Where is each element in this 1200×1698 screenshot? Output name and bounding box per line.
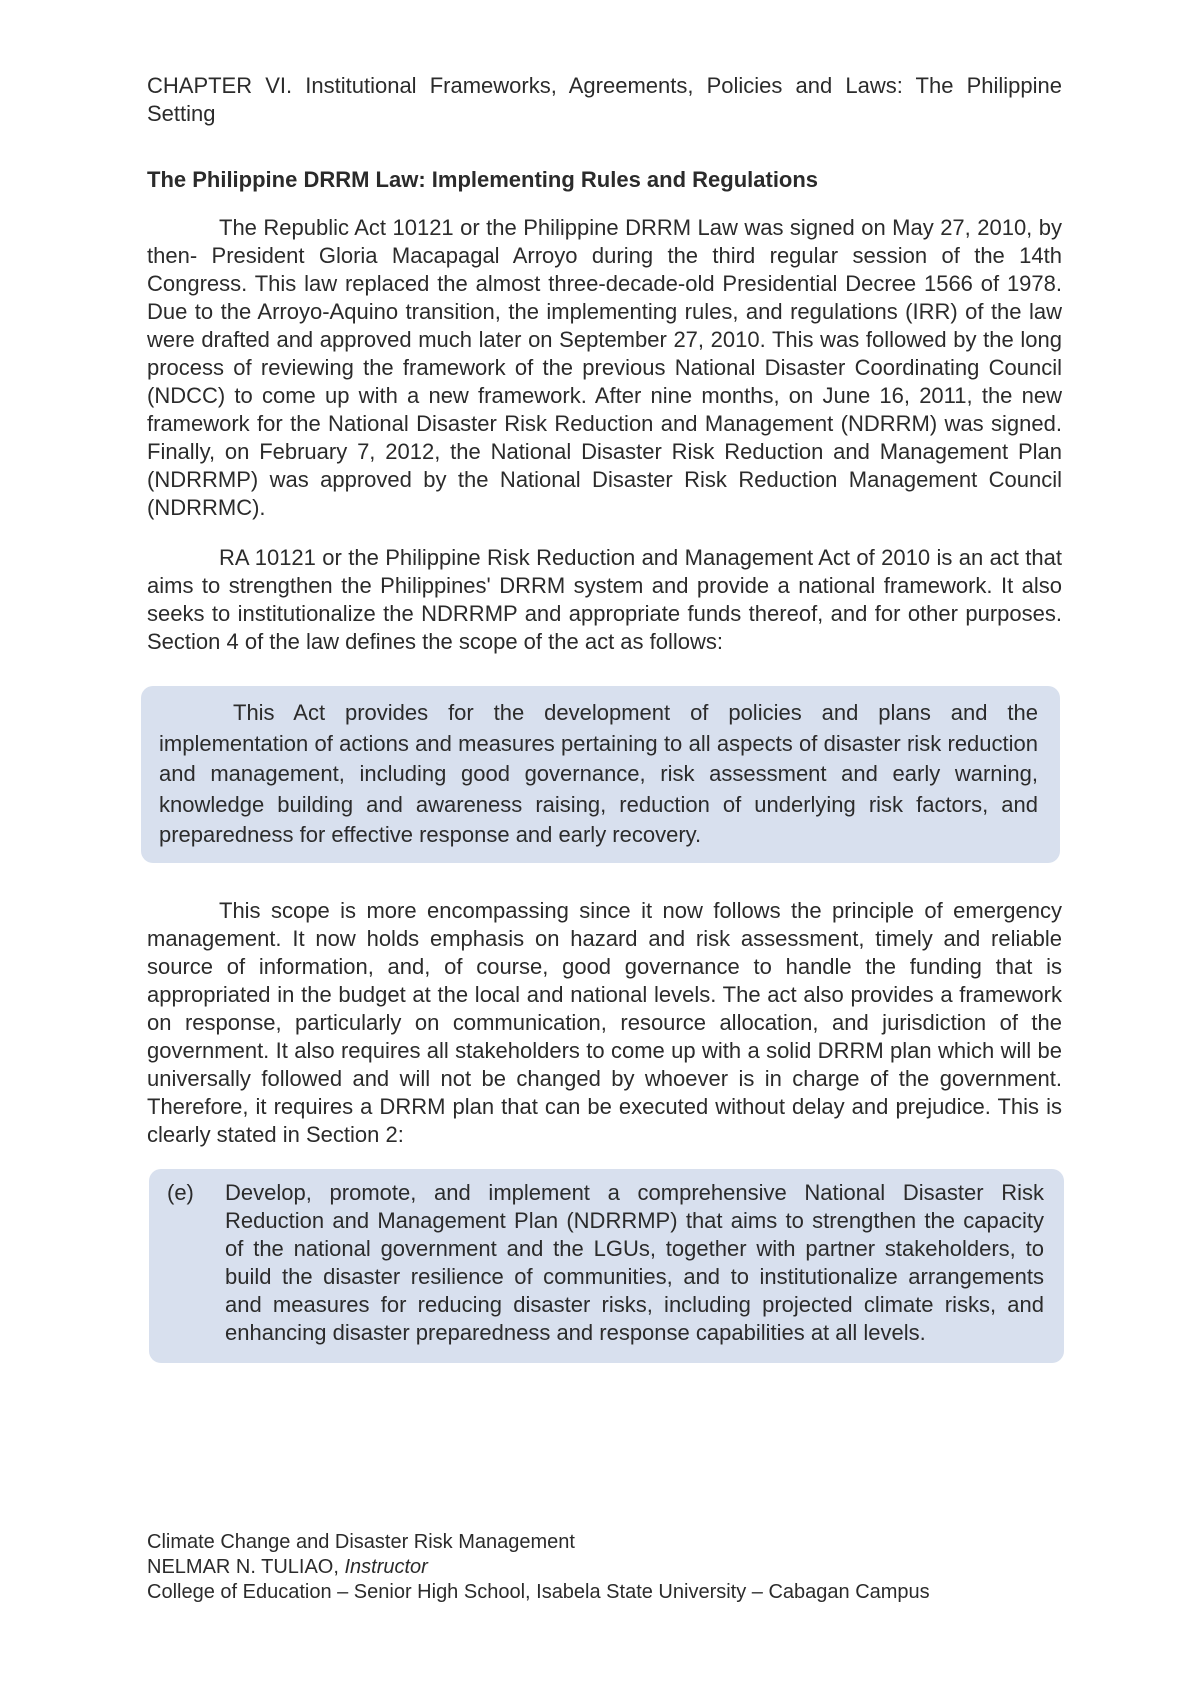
footer-course: Climate Change and Disaster Risk Management <box>147 1531 575 1553</box>
section4-scope-quote <box>141 686 1060 863</box>
footer-instructor-role: Instructor <box>344 1556 428 1578</box>
paragraph-ra10121-purpose: RA 10121 or the Philippine Risk Reduction and Management Act of 2010 is an act that aims to strengthen the Philippines' DRRM system and provide a national framework. It also seeks to institutionalize the NDRRMP and appropriate funds thereof, and for other purposes. Section 4 of the law defines the scope of the act as follows: <box>147 545 1062 654</box>
section2-item-box <box>149 1169 1064 1363</box>
paragraph-scope-discussion: This scope is more encompassing since it now follows the principle of emergency management. It now holds emphasis on hazard and risk assessment, timely and reliable source of information, and, of course, good governance to handle the funding that is appropriated in the budget at the local and national levels. The act also provides a framework on response, particularly on communication, resource allocation, and jurisdiction of the government. It also requires all stakeholders to come up with a solid DRRM plan which will be universally followed and will not be changed by whoever is in charge of the government. Therefore, it requires a DRRM plan that can be executed without delay and prejudice. This is clearly stated in Section 2: <box>147 897 1062 1147</box>
chapter-heading: CHAPTER VI. Institutional Frameworks, Agreements, Policies and Laws: The Philippine Setting <box>147 73 1062 126</box>
page-body <box>147 72 1062 1363</box>
section-title: The Philippine DRRM Law: Implementing Rules and Regulations <box>147 167 819 192</box>
page-footer <box>147 1530 1062 1605</box>
footer-institution: College of Education – Senior High School, Isabela State University – Cabagan Campus <box>147 1581 930 1603</box>
footer-instructor <box>147 1555 1062 1580</box>
list-marker: (e) <box>167 1179 194 1205</box>
quote-text: This Act provides for the development of policies and plans and the implementation of actions and measures pertaining to all aspects of disaster risk reduction and management, including good governance, risk assessment and early warning, knowledge building and awareness raising, reduction of underlying risk factors, and preparedness for effective response and early recovery. <box>159 700 1038 847</box>
footer-instructor-name: NELMAR N. TULIAO, <box>147 1556 345 1578</box>
list-item-text: Develop, promote, and implement a comprehensive National Disaster Risk Reduction and Management Plan (NDRRMP) that aims to strengthen the capacity of the national government and the LGUs, together with partner stakeholders, to build the disaster resilience of communities, and to institutionalize arrangements and measures for reducing disaster risks, including projected climate risks, and enhancing disaster preparedness and response capabilities at all levels. <box>225 1179 1044 1345</box>
paragraph-ra10121-history: The Republic Act 10121 or the Philippine DRRM Law was signed on May 27, 2010, by then- President Gloria Macapagal Arroyo during the third regular session of the 14th Congress. This law replaced the almost three-decade-old Presidential Decree 1566 of 1978. Due to the Arroyo-Aquino transition, the implementing rules, and regulations (IRR) of the law were drafted and approved much later on September 27, 2010. This was followed by the long process of reviewing the framework of the previous National Disaster Coordinating Council (NDCC) to come up with a new framework. After nine months, on June 16, 2011, the new framework for the National Disaster Risk Reduction and Management (NDRRM) was signed. Finally, on February 7, 2012, the National Disaster Risk Reduction and Management Plan (NDRRMP) was approved by the National Disaster Risk Reduction Management Council (NDRRMC). <box>147 215 1062 520</box>
